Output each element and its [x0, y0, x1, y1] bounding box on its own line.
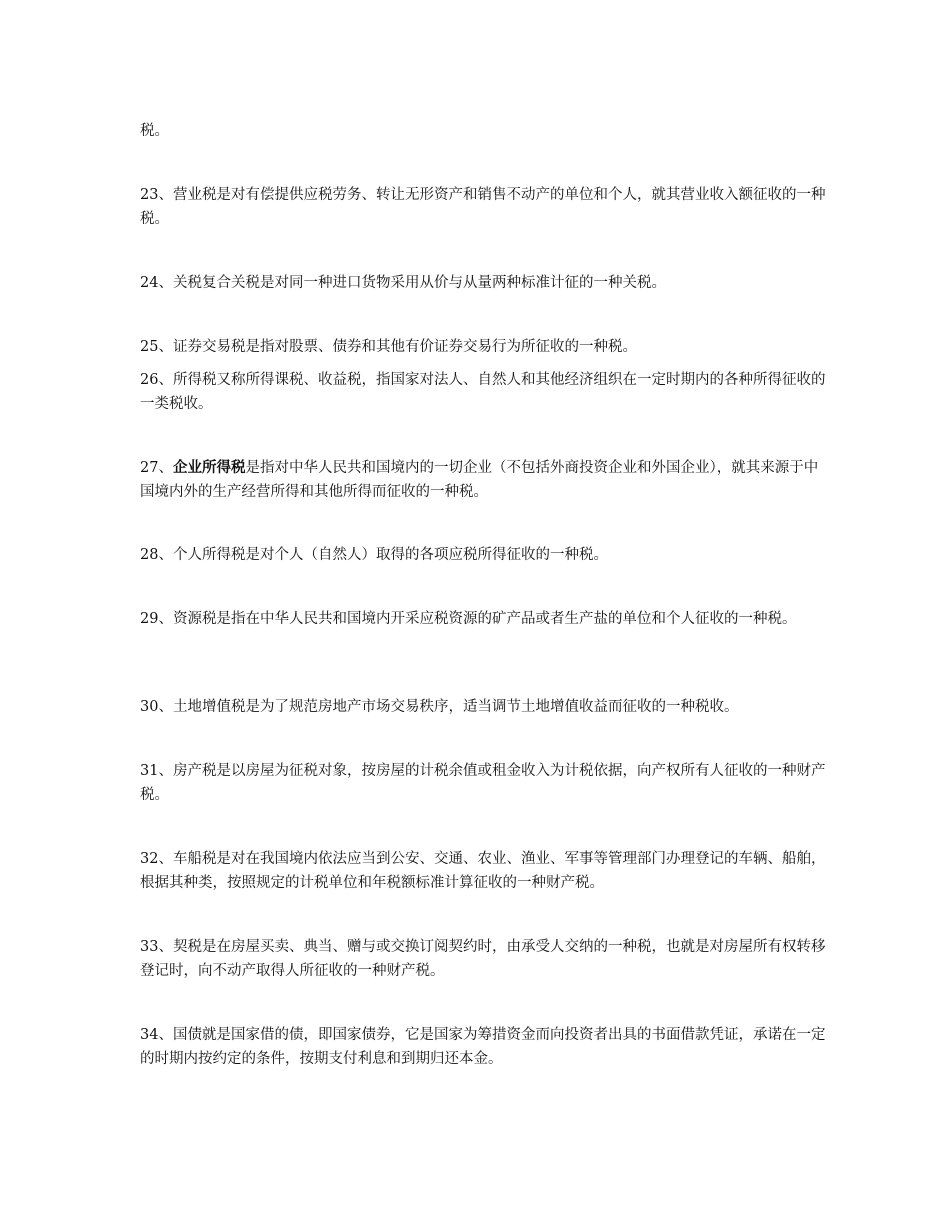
paragraph-30: 30、土地增值税是为了规范房地产市场交易秩序，适当调节土地增值收益而征收的一种税收。	[140, 699, 739, 715]
paragraph-27-body: 是指对中华人民共和国境内的一切企业（不包括外商投资企业和外国企业），就其来源于中国境内外的生产经营所得和其他所得而征收的一种税。	[140, 460, 819, 500]
paragraph-28: 28、个人所得税是对个人（自然人）取得的各项应税所得征收的一种税。	[140, 547, 608, 563]
paragraph-continuation: 税。	[140, 123, 169, 139]
paragraph-31: 31、房产税是以房屋为征税对象，按房屋的计税余值或租金收入为计税依据，向产权所有人征收的一种财产税。	[140, 763, 826, 803]
paragraph-23: 23、营业税是对有偿提供应税劳务、转让无形资产和销售不动产的单位和个人，就其营业收入额征收的一种税。	[140, 187, 826, 227]
paragraph-33: 33、契税是在房屋买卖、典当、赠与或交换订阅契约时，由承受人交纳的一种税，也就是对房屋所有权转移登记时，向不动产取得人所征收的一种财产税。	[140, 939, 826, 979]
paragraph-29: 29、资源税是指在中华人民共和国境内开采应税资源的矿产品或者生产盐的单位和个人征收的一种税。	[140, 611, 797, 627]
paragraph-24: 24、关税复合关税是对同一种进口货物采用从价与从量两种标准计征的一种关税。	[140, 275, 666, 291]
paragraph-27-number: 27、	[140, 460, 173, 476]
paragraph-32: 32、车船税是对在我国境内依法应当到公安、交通、农业、渔业、军事等管理部门办理登记的车辆、船舶，根据其种类，按照规定的计税单位和年税额标准计算征收的一种财产税。	[140, 851, 826, 891]
paragraph-25: 25、证券交易税是指对股票、债券和其他有价证券交易行为所征收的一种税。	[140, 339, 637, 355]
paragraph-34: 34、国债就是国家借的债，即国家债券，它是国家为筹措资金而向投资者出具的书面借款凭证，承诺在一定的时期内按约定的条件，按期支付利息和到期归还本金。	[140, 1027, 826, 1067]
paragraph-26: 26、所得税又称所得课税、收益税，指国家对法人、自然人和其他经济组织在一定时期内的各种所得征收的一类税收。	[140, 372, 826, 412]
paragraph-27	[140, 456, 830, 504]
paragraph-27-bold-term: 企业所得税	[172, 459, 246, 476]
